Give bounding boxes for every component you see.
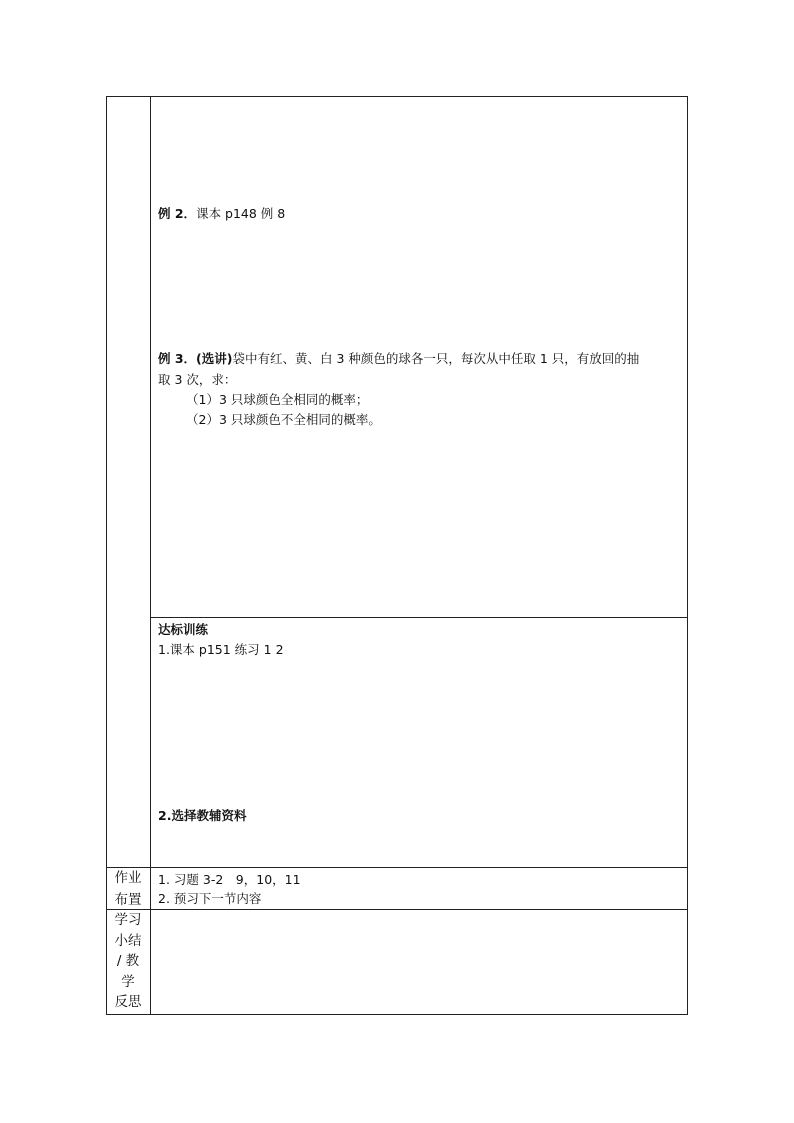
summary-label-line-3: / 教 — [116, 953, 140, 969]
divider-homework — [106, 867, 688, 868]
example-3-text: 袋中有红、黄、白 3 种颜色的球各一只，每次从中任取 1 只，有放回的抽 — [232, 351, 640, 366]
summary-label-line-1: 学习 — [114, 912, 142, 928]
training-title: 达标训练 — [158, 622, 209, 637]
example-2-text: 课本 p148 例 8 — [196, 206, 286, 221]
homework-label-line-2: 布置 — [114, 892, 142, 908]
table-bottom-border — [106, 1014, 688, 1015]
column-divider — [150, 96, 151, 1015]
example-2-heading: 例 2． — [158, 206, 197, 221]
example-3-question-1: （1）3 只球颜色全相同的概率； — [186, 392, 369, 407]
example-3-line2: 取 3 次，求： — [158, 372, 237, 387]
table-right-border — [687, 96, 688, 1015]
training-item-2: 2.选择教辅资料 — [158, 808, 247, 823]
divider-training — [150, 617, 688, 618]
training-item-1: 1.课本 p151 练习 1 2 — [158, 642, 284, 657]
summary-label-line-2: 小结 — [114, 932, 142, 949]
homework-label-line-1: 作业 — [114, 870, 142, 886]
summary-label-line-4: 学 — [121, 973, 135, 990]
table-top-border — [106, 96, 688, 97]
example-2 — [158, 204, 285, 223]
homework-item-1: 1. 习题 3-2 9，10，11 — [158, 872, 301, 887]
example-3-line1 — [158, 349, 639, 368]
summary-label — [107, 910, 149, 1013]
example-3-heading: 例 3．(选讲) — [158, 351, 233, 366]
divider-summary — [106, 909, 688, 910]
summary-label-line-5: 反思 — [114, 994, 142, 1010]
homework-label — [107, 867, 149, 911]
homework-item-2: 2. 预习下一节内容 — [158, 891, 262, 906]
example-3-question-2: （2）3 只球颜色不全相同的概率。 — [186, 412, 381, 427]
